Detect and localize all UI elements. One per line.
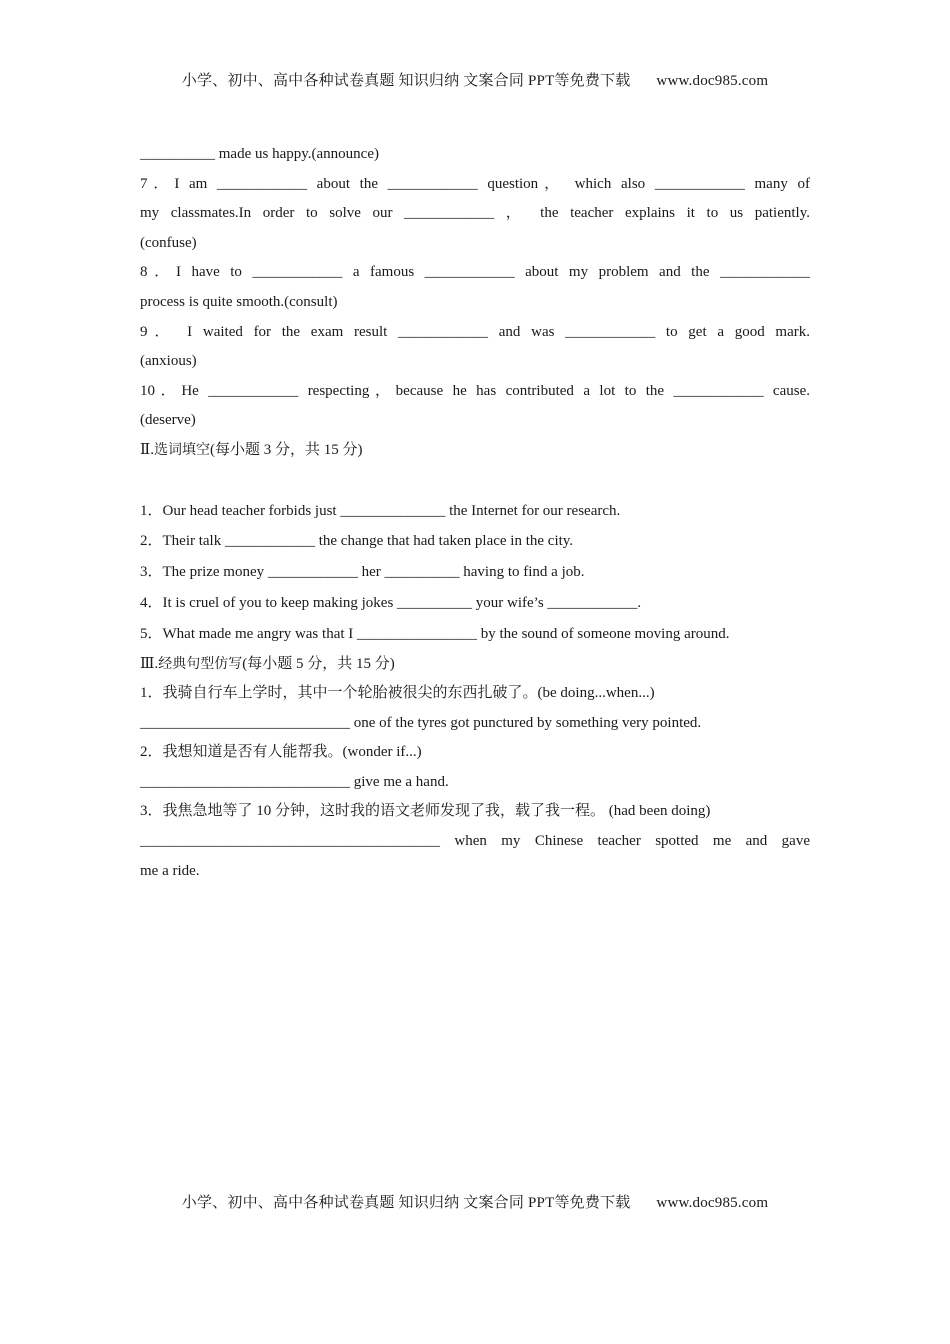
section-2-item: 3．The prize money ____________ her __________ having to find a job. — [140, 564, 585, 581]
document-body — [140, 140, 810, 886]
section-3-items — [140, 679, 810, 886]
section-3-q2-answer: ____________________________ give me a hand. — [140, 773, 449, 790]
section-3-heading: 经典句型仿写 — [158, 655, 243, 672]
question-7-line-3: (confuse) — [140, 234, 197, 251]
section-2-item: 5．What made me angry was that I ________________ by the sound of someone moving around. — [140, 625, 730, 642]
page-header — [0, 69, 950, 90]
question-7-line-1: 7．I am ____________ about the ____________ question， which also ____________ many of — [140, 175, 810, 192]
section-2-items — [140, 496, 810, 650]
question-9-line-1: 9． I waited for the exam result ____________ and was ____________ to get a good mark. — [140, 323, 810, 340]
section-3-q1-answer: ____________________________ one of the tyres got punctured by something very pointed. — [140, 714, 702, 731]
question-10-line-2: (deserve) — [140, 412, 196, 429]
section-3-number: Ⅲ. — [140, 655, 159, 672]
footer-url[interactable]: www.doc985.com — [656, 1195, 769, 1211]
section-1 — [140, 140, 810, 436]
section-3-q3-prompt: 3．我焦急地等了 10 分钟，这时我的语文老师发现了我，载了我一程。 (had been doing) — [140, 803, 711, 820]
question-9-line-2: (anxious) — [140, 353, 197, 370]
question-10-line-1: 10．He ____________ respecting，because he has contributed a lot to the ____________ cause. — [140, 382, 810, 399]
section-3-q1-prompt: 1．我骑自行车上学时，其中一个轮胎被很尖的东西扎破了。(be doing...when...) — [140, 685, 655, 702]
question-6-end: __________ made us happy.(announce) — [140, 146, 379, 162]
section-3-points: (每小题 5 分，共 15 分) — [242, 655, 395, 672]
question-7-line-2: my classmates.In order to solve our ____________ ， the teacher explains it to us patiently. — [140, 205, 810, 222]
section-3-q2-prompt: 2．我想知道是否有人能帮我。(wonder if...) — [140, 744, 422, 761]
header-url[interactable]: www.doc985.com — [656, 73, 769, 89]
section-3-title — [140, 650, 810, 680]
section-2-item: 1．Our head teacher forbids just ______________ the Internet for our research. — [140, 502, 621, 519]
header-text: 小学、初中、高中各种试卷真题 知识归纳 文案合同 PPT等免费下载 — [181, 73, 631, 89]
section-3-q3-answer-line-2: me a ride. — [140, 862, 200, 879]
section-2-points: (每小题 3 分，共 15 分) — [209, 441, 363, 458]
question-8-line-2: process is quite smooth.(consult) — [140, 293, 338, 310]
question-8-line-1: 8．I have to ____________ a famous ____________ about my problem and the ____________ — [140, 264, 810, 281]
section-3-q3-answer-line-1: ________________________________________ when my Chinese teacher spotted me and gave — [140, 833, 810, 850]
section-2-title — [140, 436, 810, 466]
section-2-spacer — [140, 466, 810, 496]
page-footer — [0, 1191, 950, 1212]
footer-text: 小学、初中、高中各种试卷真题 知识归纳 文案合同 PPT等免费下载 — [181, 1195, 631, 1211]
section-2-item: 2．Their talk ____________ the change that had taken place in the city. — [140, 533, 574, 550]
section-2-item: 4．It is cruel of you to keep making jokes __________ your wife’s ____________. — [140, 594, 642, 611]
section-2-heading: 选词填空 — [153, 441, 210, 458]
section-2-number: Ⅱ. — [140, 441, 154, 458]
